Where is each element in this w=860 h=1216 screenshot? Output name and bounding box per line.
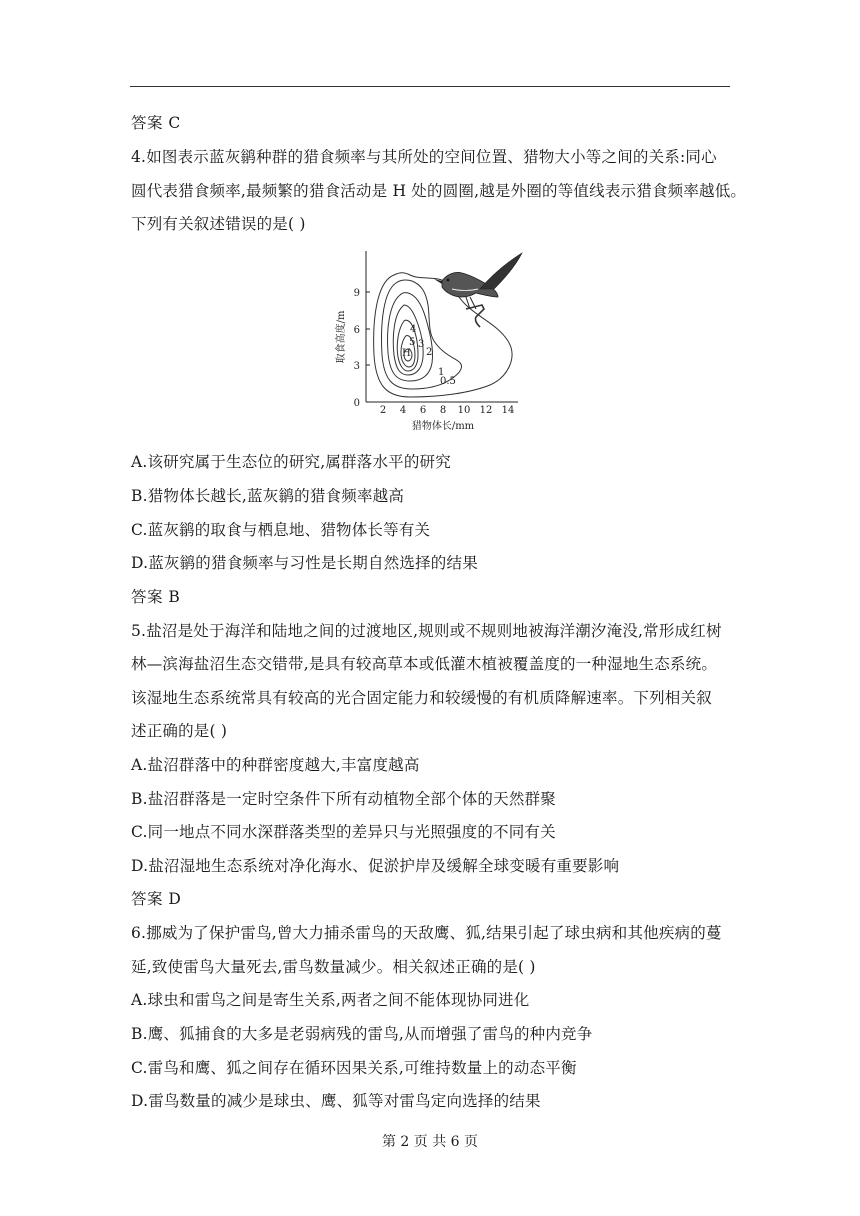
q6-option-a: A.球虫和雷鸟之间是寄生关系,两者之间不能体现协同进化 [131,991,530,1009]
q5-option-d: D.盐沼湿地生态系统对净化海水、促淤护岸及缓解全球变暖有重要影响 [131,857,620,875]
y-tick-label: 6 [353,325,360,336]
contour-label: 0.5 [440,376,456,387]
q4-stem-line-2: 圆代表猎食频率,最频繁的猎食活动是 H 处的圆圈,越是外圈的等值线表示猎食频率越低。 [131,182,747,200]
q4-option-a: A.该研究属于生态位的研究,属群落水平的研究 [131,453,451,471]
y-axis-label: 取食高度/m [336,310,347,364]
q5-stem-line-1: 5.盐沼是处于海洋和陆地之间的过渡地区,规则或不规则地被海洋潮汐淹没,常形成红树 [131,622,722,640]
x-tick-label: 6 [419,405,427,416]
q3-answer: 答案 C [131,114,181,132]
q6-stem-line-1: 6.挪威为了保护雷鸟,曾大力捕杀雷鸟的天敌鹰、狐,结果引起了球虫病和其他疾病的蔓 [131,924,722,942]
contour-label: 1 [438,367,445,378]
x-tick-label: 10 [457,405,471,416]
q5-option-b: B.盐沼群落是一定时空条件下所有动植物全部个体的天然群聚 [131,790,556,808]
q5-stem-line-4: 述正确的是( ) [131,722,228,740]
x-tick-label: 4 [399,405,407,416]
header-rule [130,86,730,87]
contour-label: 3 [418,339,425,350]
q4-option-c: C.蓝灰鹟的取食与栖息地、猎物体长等有关 [131,521,431,539]
contour-label: 2 [426,347,433,358]
x-tick-label: 14 [501,405,515,416]
x-axis-label: 猎物体长/mm [411,421,475,432]
q4-option-d: D.蓝灰鹟的猎食频率与习性是长期自然选择的结果 [131,554,478,572]
q6-option-d: D.雷鸟数量的减少是球虫、鹰、狐等对雷鸟定向选择的结果 [131,1092,541,1110]
x-tick-label: 8 [439,405,447,416]
q5-stem-line-3: 该湿地生态系统常具有较高的光合固定能力和较缓慢的有机质降解速率。下列相关叙 [131,689,712,707]
x-tick-label: 12 [479,405,493,416]
y-tick-label: 3 [353,361,360,372]
y-tick-marks [366,292,370,365]
q6-option-c: C.雷鸟和鹰、狐之间存在循环因果关系,可维持数量上的动态平衡 [131,1059,577,1077]
q4-stem-line-3: 下列有关叙述错误的是( ) [131,215,306,233]
q5-answer: 答案 D [131,890,182,908]
q5-option-c: C.同一地点不同水深群落类型的差异只与光照强度的不同有关 [131,823,556,841]
q4-answer: 答案 B [131,588,181,606]
y-tick-label: 9 [353,288,360,299]
x-tick-label: 2 [379,405,387,416]
q4-stem-line-1: 4.如图表示蓝灰鹟种群的猎食频率与其所处的空间位置、猎物大小等之间的关系:同心 [131,148,717,166]
contour-label: 5 [409,337,416,348]
contour-label: H [402,348,411,359]
q5-stem-line-2: 林—滨海盐沼生态交错带,是具有较高草本或低灌木植被覆盖度的一种湿地生态系统。 [131,655,718,673]
contour-chart [330,245,530,435]
bird-icon [434,253,522,327]
q6-option-b: B.鹰、狐捕食的大多是老弱病残的雷鸟,从而增强了雷鸟的种内竞争 [131,1025,593,1043]
q4-option-b: B.猎物体长越长,蓝灰鹟的猎食频率越高 [131,487,405,505]
contour-figure [330,245,530,435]
q5-option-a: A.盐沼群落中的种群密度越大,丰富度越高 [131,756,420,774]
q6-stem-line-2: 延,致使雷鸟大量死去,雷鸟数量减少。相关叙述正确的是( ) [131,958,536,976]
page-footer: 第 2 页 共 6 页 [381,1134,479,1150]
contour-label: 4 [410,324,417,335]
y-tick-label: 0 [353,398,360,409]
